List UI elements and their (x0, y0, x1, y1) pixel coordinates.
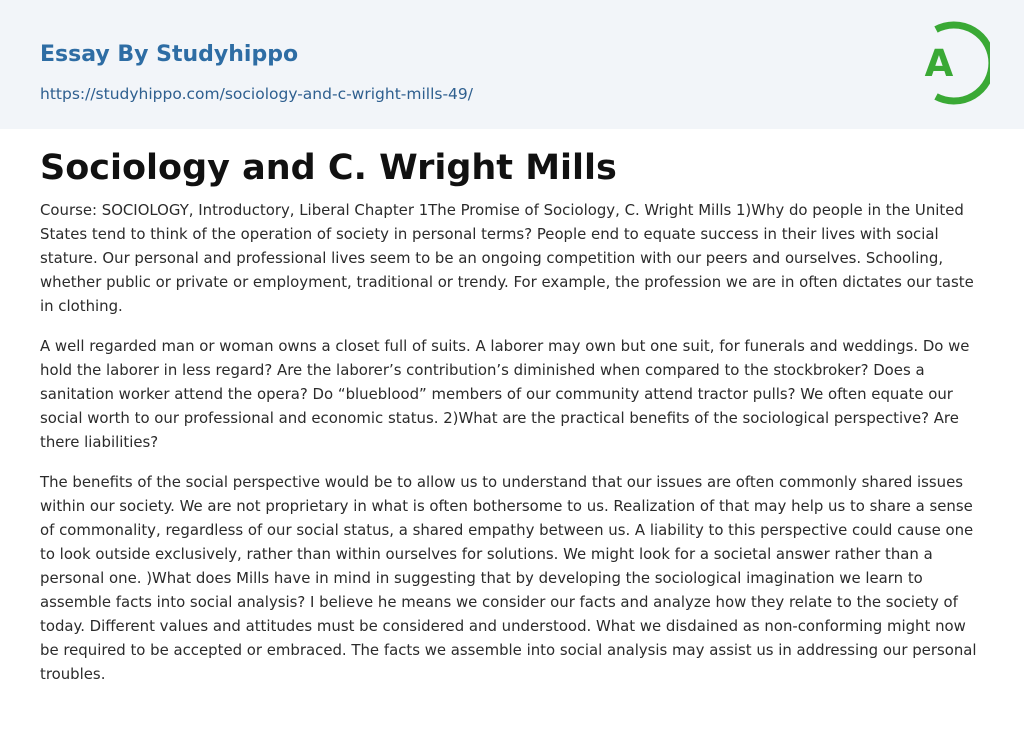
article-paragraph-2: A well regarded man or woman owns a closet full of suits. A laborer may own but one suit, for funerals and weddings. Do we hold the laborer in less regard? Are the laborer’s contribution’s diminished when compared to the stockbroker? Does a sanitation worker attend the opera? Do “blueblood” members of our community attend tractor pulls? We often equate our social worth to our professional and economic status. 2)What are the practical benefits of the sociological perspective? Are there liabilities? (40, 337, 970, 451)
article-paragraph-3: The benefits of the social perspective would be to allow us to understand that our issues are often commonly shared issues within our society. We are not proprietary in what is often bothersome to us. Realization of that may help us to share a sense of commonality, regardless of our social status, a shared empathy between us. A liability to this perspective could cause one to look outside exclusively, rather than within ourselves for solutions. We might look for a societal answer rather than a personal one. )What does Mills have in mind in suggesting that by developing the sociological imagination we learn to assemble facts into social analysis? I believe he means we consider our facts and analyze how they relate to the society of today. Different values and attitudes must be considered and understood. What we disdained as non-conforming might now be required to be accepted or embraced. The facts we assemble into social analysis may assist us in addressing our personal troubles. (40, 473, 977, 683)
logo-letter: A (924, 42, 954, 85)
article-paragraph-1: Course: SOCIOLOGY, Introductory, Liberal Chapter 1The Promise of Sociology, C. Wright Mills 1)Why do people in the United States tend to think of the operation of society in personal terms? People end to equate success in their lives with social stature. Our personal and professional lives seem to be an ongoing competition with our peers and ourselves. Schooling, whether public or private or employment, traditional or trendy. For example, the profession we are in often dictates our taste in clothing. (40, 201, 974, 315)
article-title: Sociology and C. Wright Mills (40, 148, 617, 188)
site-brand[interactable]: Essay By Studyhippo (40, 42, 299, 67)
site-header (0, 0, 1024, 129)
article-url-link[interactable]: https://studyhippo.com/sociology-and-c-wright-mills-49/ (40, 85, 474, 103)
ring-letter-a-logo-icon[interactable] (910, 19, 990, 107)
article-body (40, 145, 988, 686)
